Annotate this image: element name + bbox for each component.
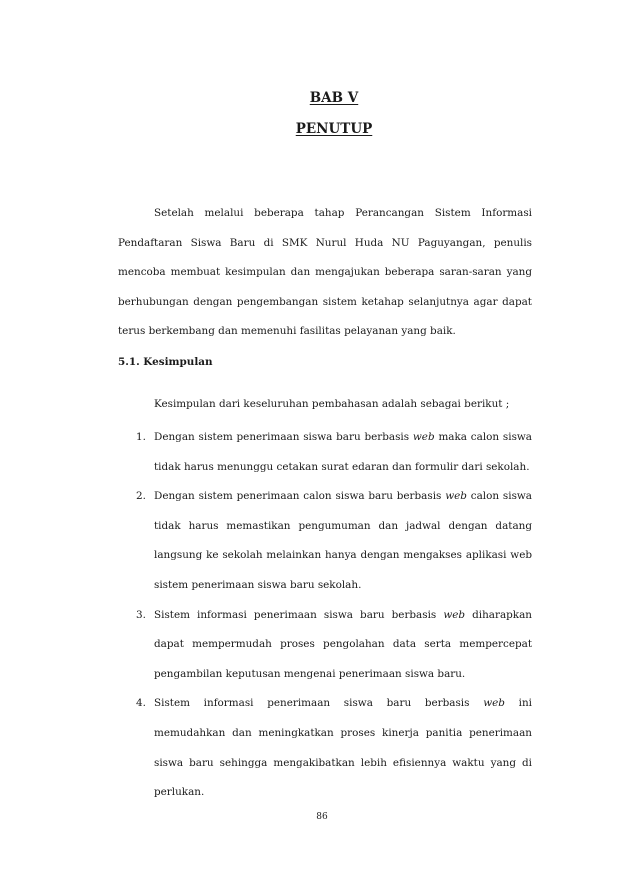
list-item-text: Dengan sistem penerimaan siswa baru berbasis (154, 431, 413, 443)
list-item-number: 1. (136, 431, 146, 443)
list-item (118, 423, 532, 482)
list-item-text: Sistem informasi penerimaan siswa baru berbasis (154, 608, 444, 621)
list-item-number: 2. (136, 490, 146, 503)
list-item-emphasis: web (445, 490, 467, 503)
list-item-text: calon siswa tidak harus memastikan pengumuman dan jadwal dengan datang langsung ke sekolah melainkan hanya dengan mengakses aplikasi web sistem penerimaan siswa baru sekolah. (154, 490, 532, 591)
list-item-emphasis: web (412, 431, 435, 443)
list-item-number: 3. (136, 608, 146, 621)
list-item-number: 4. (136, 697, 146, 710)
list-item-text: Dengan sistem penerimaan calon siswa baru berbasis (154, 490, 446, 503)
chapter-number: BAB V (309, 90, 359, 106)
list-item (118, 689, 532, 807)
list-item-text: ini memudahkan dan meningkatkan proses kinerja panitia penerimaan siswa baru sehingga mengakibatkan lebih efisiennya waktu yang di perlukan. (154, 697, 532, 799)
intro-paragraph: Setelah melalui beberapa tahap Perancangan Sistem Informasi Pendaftaran Siswa Baru di SMK Nurul Huda NU Paguyangan, penulis mencoba membuat kesimpulan dan mengajukan beberapa saran-saran yang berhubungan dengan pengembangan sistem ketahap selanjutnya agar dapat terus berkembang dan memenuhi fasilitas pelayanan yang baik. (118, 207, 532, 338)
conclusion-list (118, 423, 532, 808)
chapter-title: PENUTUP (295, 121, 373, 137)
list-item (118, 601, 532, 690)
list-item-text: diharapkan dapat mempermudah proses pengolahan data serta mempercepat pengambilan keputusan mengenai penerimaan siswa baru. (154, 608, 532, 680)
section-heading: 5.1. Kesimpulan (118, 356, 213, 368)
list-item-emphasis: web (443, 608, 466, 621)
list-item (118, 482, 532, 600)
page-number: 86 (316, 812, 328, 822)
list-item-emphasis: web (483, 697, 505, 710)
list-item-text: maka calon siswa tidak harus menunggu cetakan surat edaran dan formulir dari sekolah. (154, 431, 532, 473)
section-lead-text: Kesimpulan dari keseluruhan pembahasan adalah sebagai berikut ; (154, 398, 510, 410)
list-item-text: Sistem informasi penerimaan siswa baru berbasis (154, 697, 484, 710)
